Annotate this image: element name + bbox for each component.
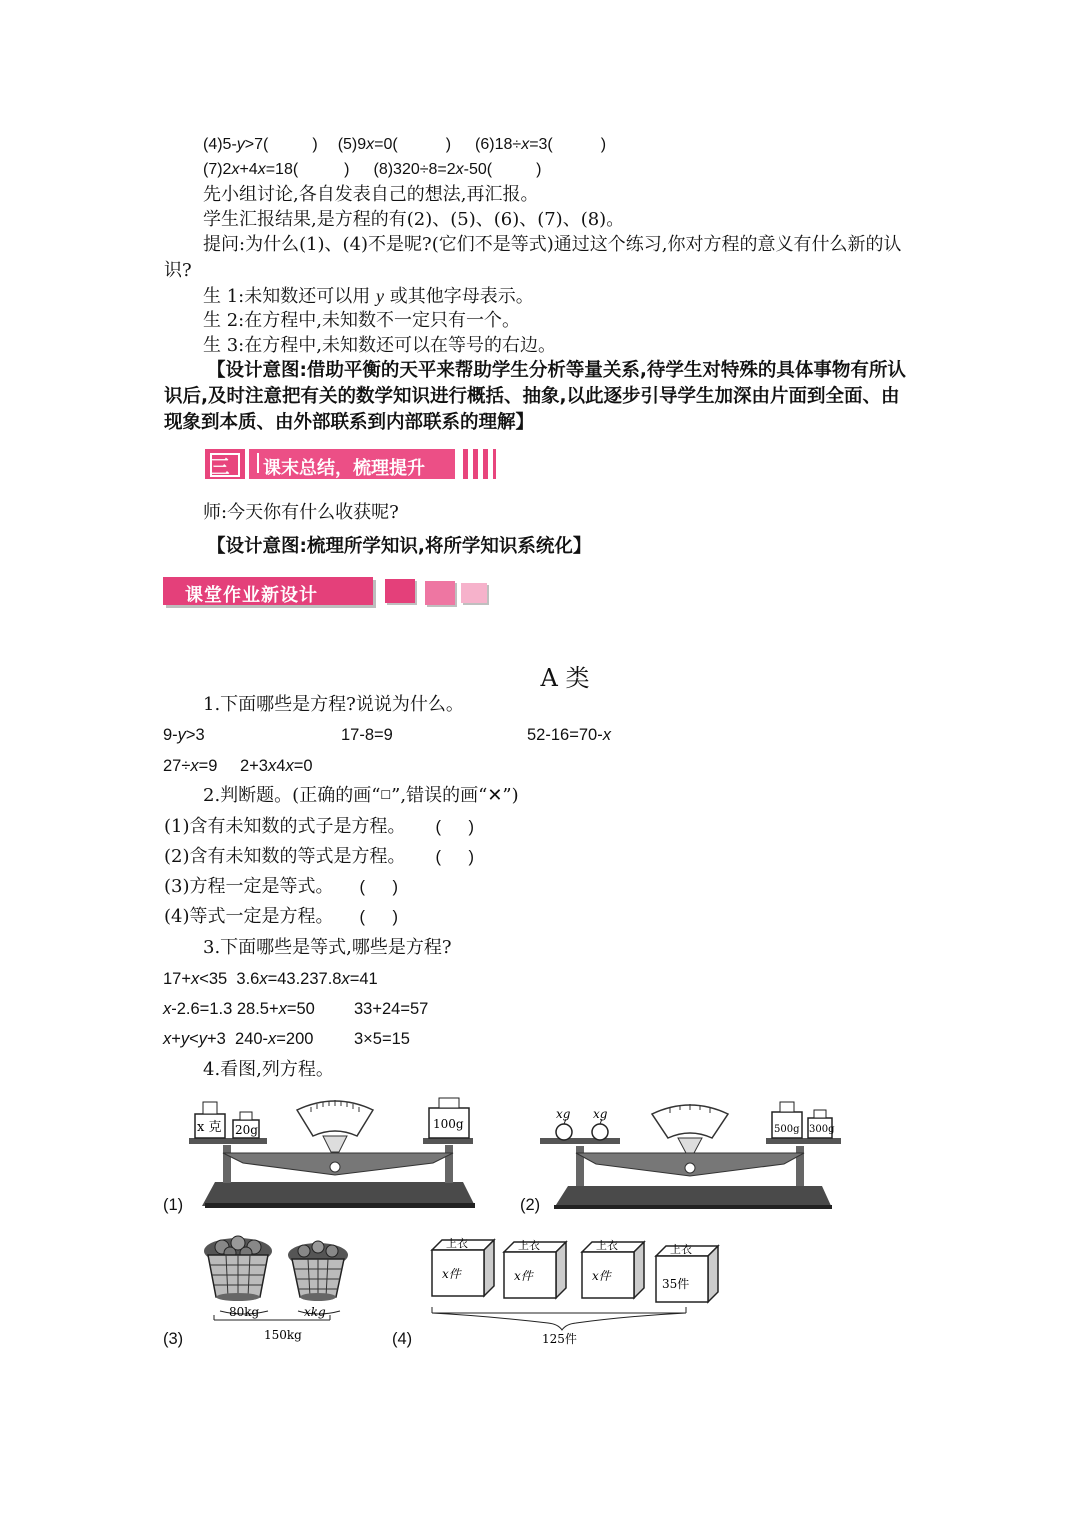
figure-3-baskets	[200, 1235, 360, 1345]
svg-text:上衣: 上衣	[518, 1239, 540, 1252]
q2-item: (4)等式一定是方程。 ( )	[164, 906, 398, 927]
weight-label-20g: 20g	[235, 1123, 258, 1137]
student-answer-2: 生 2:在方程中,未知数不一定只有一个。	[203, 310, 520, 331]
figure-2-balance-scale	[540, 1098, 845, 1210]
svg-text:上衣: 上衣	[596, 1239, 618, 1252]
clothing-box	[582, 1238, 644, 1298]
basket-weight-label: 80kg	[229, 1305, 260, 1319]
question-2-prompt: 2.判断题。(正确的画“☐”,错误的画“✕”)	[203, 785, 519, 806]
q3-row-3b: 3×5=15	[354, 1030, 410, 1048]
q3-row-2b: 33+24=57	[354, 1000, 429, 1018]
q1-item: 2+3x4x=0	[240, 757, 313, 775]
section-banner-3	[205, 449, 495, 479]
category-title: A 类	[540, 664, 590, 692]
exercise-line-2: (7)2x+4x=18( ) (8)320÷8=2x-50( )	[203, 161, 542, 178]
paragraph: 学生汇报结果,是方程的有(2)、(5)、(6)、(7)、(8)。	[203, 209, 625, 230]
q2-item: (1)含有未知数的式子是方程。 ( )	[164, 816, 474, 837]
q1-item: 52-16=70-x	[527, 726, 611, 744]
weight-label-x: x 克	[197, 1120, 222, 1135]
question-1-prompt: 1.下面哪些是方程?说说为什么。	[203, 694, 464, 715]
basket-2	[288, 1241, 348, 1301]
figure-2-label: (2)	[520, 1196, 541, 1214]
basket-total-label: 150kg	[264, 1328, 302, 1342]
q1-item: 17-8=9	[341, 726, 393, 744]
svg-text:x件: x件	[514, 1269, 533, 1283]
teacher-question: 师:今天你有什么收获呢?	[203, 502, 399, 523]
basket-weight-label: xkg	[304, 1305, 326, 1319]
exercise-line-1: (4)5-y>7( ) (5)9x=0( ) (6)18÷x=3( )	[203, 136, 607, 153]
svg-text:上衣: 上衣	[670, 1243, 692, 1256]
boxes-total-label: 125件	[542, 1332, 577, 1346]
weight-label-300g: 300g	[809, 1124, 835, 1135]
section-number: 三	[210, 456, 230, 478]
figure-1-balance-scale	[185, 1090, 480, 1210]
section-title: 课末总结，梳理提升	[263, 458, 425, 479]
basket-1	[204, 1236, 272, 1301]
clothing-box	[432, 1236, 494, 1296]
design-intent: 【设计意图:借助平衡的天平来帮助学生分析等量关系,待学生对特殊的具体事物有所认	[207, 360, 906, 381]
weight-label-100g: 100g	[433, 1117, 464, 1131]
design-intent: 现象到本质、由外部联系到内部联系的理解】	[164, 412, 535, 433]
question-3-prompt: 3.下面哪些是等式,哪些是方程?	[203, 937, 452, 958]
question-4-prompt: 4.看图,列方程。	[203, 1059, 334, 1080]
weight-label-500g: 500g	[774, 1124, 800, 1135]
q2-item: (2)含有未知数的等式是方程。 ( )	[164, 846, 474, 867]
q3-row-2: x-2.6=1.3 28.5+x=50	[163, 1000, 315, 1018]
student-answer-1: 生 1:未知数还可以用 y 或其他字母表示。	[203, 286, 534, 307]
q1-item: 9-y>3	[163, 726, 205, 744]
svg-text:x件: x件	[442, 1267, 461, 1281]
q3-row-1: 17+x<35 3.6x=43.237.8x=41	[163, 970, 378, 988]
svg-text:35件: 35件	[662, 1277, 690, 1291]
student-answer-3: 生 3:在方程中,未知数还可以在等号的右边。	[203, 335, 556, 356]
paragraph: 先小组讨论,各自发表自己的想法,再汇报。	[203, 184, 539, 205]
figure-4-boxes	[428, 1236, 728, 1351]
q2-item: (3)方程一定是等式。 ( )	[164, 876, 398, 897]
svg-text:x件: x件	[592, 1269, 611, 1283]
paragraph: 识?	[164, 260, 192, 281]
q3-row-3: x+y<y+3 240-x=200	[163, 1030, 314, 1048]
homework-banner-label: 课堂作业新设计	[185, 585, 318, 606]
clothing-box	[504, 1238, 566, 1298]
figure-3-label: (3)	[163, 1330, 184, 1348]
figure-4-label: (4)	[392, 1330, 413, 1348]
design-intent: 识后,及时注意把有关的数学知识进行概括、抽象,以此逐步引导学生加深由片面到全面、由	[164, 386, 900, 407]
q1-item: 27÷x=9	[163, 757, 218, 775]
figure-1-label: (1)	[163, 1196, 184, 1214]
design-intent-2: 【设计意图:梳理所学知识,将所学知识系统化】	[207, 536, 592, 557]
homework-banner	[163, 575, 493, 609]
clothing-box	[656, 1242, 718, 1302]
svg-text:上衣: 上衣	[446, 1237, 468, 1250]
apple-label: xg	[593, 1107, 608, 1121]
paragraph: 提问:为什么(1)、(4)不是呢?(它们不是等式)通过这个练习,你对方程的意义有什么新的认	[203, 234, 902, 255]
apple-label: xg	[556, 1107, 571, 1121]
